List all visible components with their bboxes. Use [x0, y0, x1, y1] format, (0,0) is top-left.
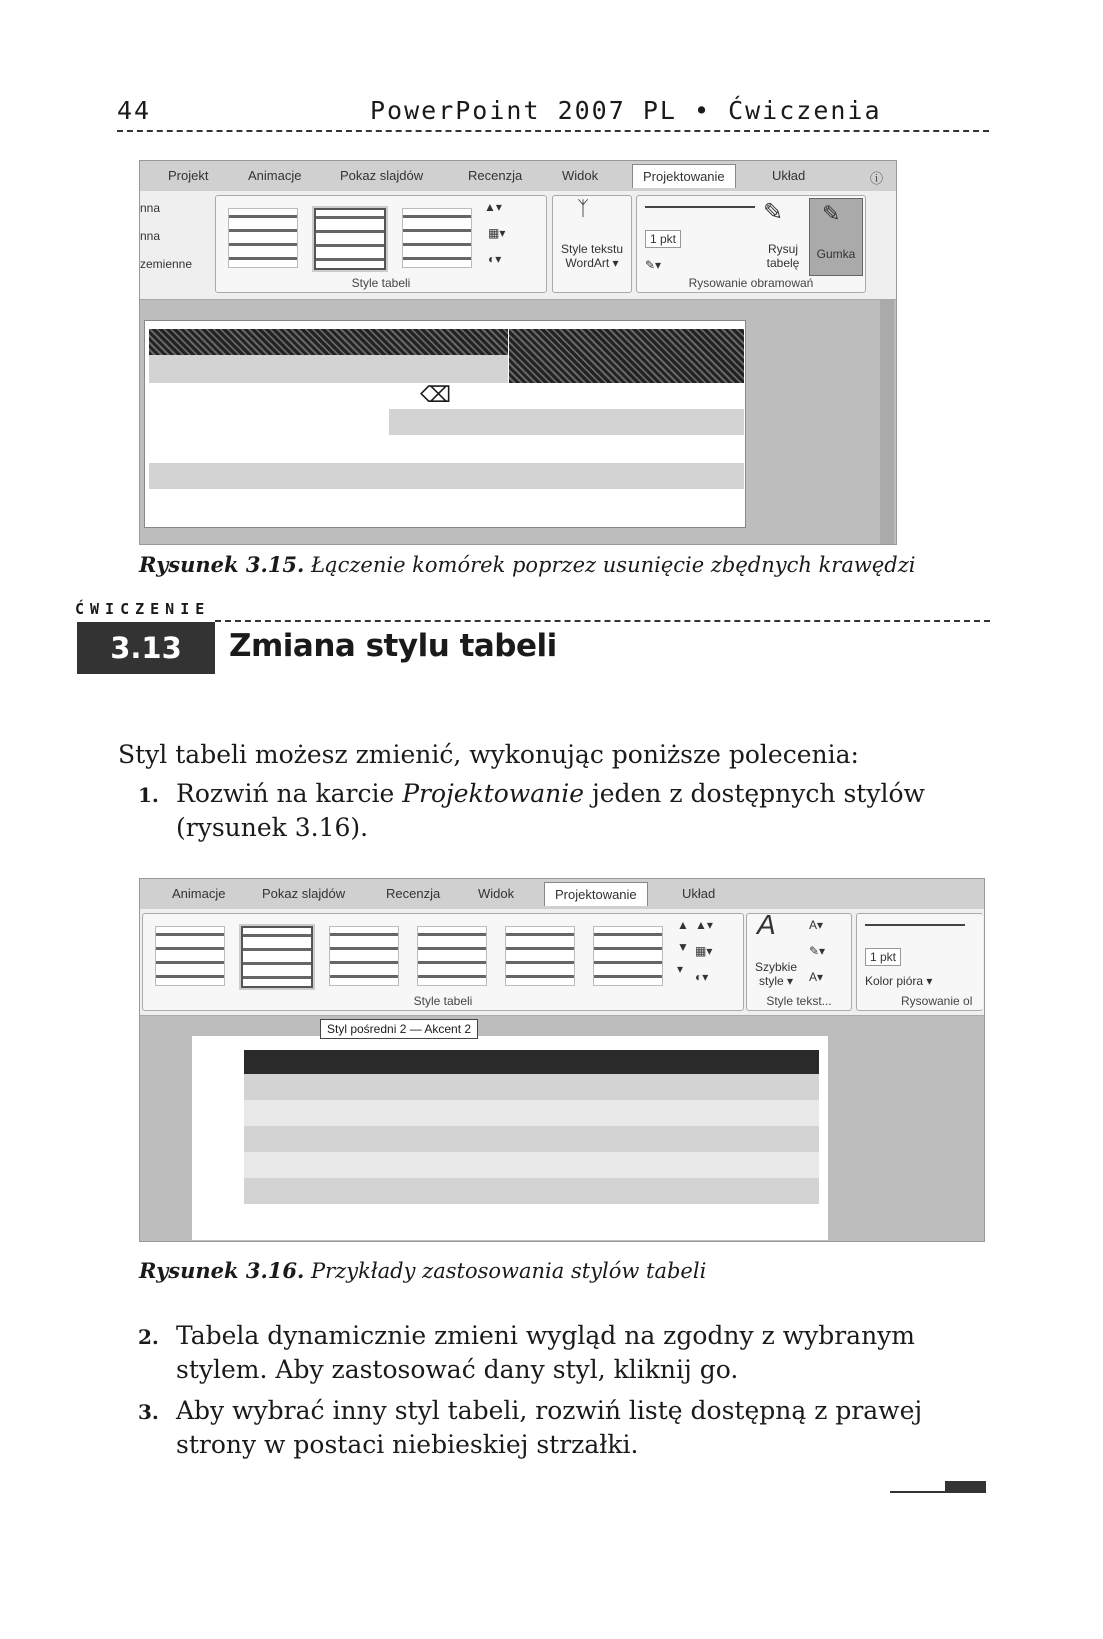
effects-icon[interactable]: ◐▾ [695, 970, 709, 984]
step-text: Aby wybrać inny styl tabeli, rozwiń listę dostępną z prawej strony w postaci niebieskiej strzałki. [176, 1396, 923, 1459]
figure-3-16-screenshot [139, 878, 985, 1242]
table-row[interactable] [149, 355, 509, 383]
caption-label: Rysunek 3.16. [139, 1258, 305, 1283]
page-number: 44 [117, 96, 152, 125]
tab-projekt[interactable]: Projekt [168, 168, 209, 183]
ribbon [140, 191, 896, 300]
tab-recenzja[interactable]: Recenzja [386, 886, 441, 901]
pen-weight-dropdown[interactable]: 1 pkt [645, 230, 681, 248]
step-number: 3. [138, 1400, 159, 1424]
tab-projektowanie[interactable]: Projektowanie [544, 882, 648, 906]
table-header-row[interactable] [244, 1050, 820, 1074]
step-2 [138, 1319, 978, 1384]
table-style-swatch[interactable] [417, 926, 487, 986]
tab-uklad[interactable]: Układ [682, 886, 716, 901]
group-style-tabeli [215, 195, 547, 293]
ribbon [140, 909, 984, 1016]
tab-widok[interactable]: Widok [562, 168, 599, 183]
table-style-swatch[interactable] [228, 208, 298, 268]
table-row[interactable] [389, 409, 745, 435]
option-label-1[interactable]: nna [140, 201, 161, 215]
pen-color-icon[interactable]: ✎▾ [645, 258, 662, 272]
table-style-swatch[interactable] [505, 926, 575, 986]
table-row[interactable] [244, 1178, 820, 1204]
pen-style-dropdown[interactable] [645, 206, 755, 208]
tab-pokaz-slajdow[interactable]: Pokaz slajdów [340, 168, 424, 183]
gallery-scroll-down-icon[interactable]: ▼ [677, 940, 689, 954]
text-fill-icon[interactable]: A▾ [809, 918, 824, 932]
eraser-button[interactable] [809, 198, 863, 276]
exercise-title: Zmiana stylu tabeli [229, 628, 557, 664]
step-text [176, 777, 976, 845]
effects-icon[interactable]: ◐▾ [488, 252, 502, 266]
step-text-em: Projektowanie [402, 779, 584, 808]
step-text: Tabela dynamicznie zmieni wygląd na zgodny z wybranym stylem. Aby zastosować dany styl, kliknij go. [176, 1321, 916, 1384]
eraser-label: Gumka [816, 247, 856, 261]
end-mark [890, 1481, 986, 1493]
quick-styles-button[interactable]: Szybkie style ▾ [754, 960, 798, 988]
running-title: PowerPoint 2007 PL • Ćwiczenia [370, 96, 882, 125]
text-outline-icon[interactable]: ✎▾ [809, 944, 826, 958]
tab-widok[interactable]: Widok [478, 886, 515, 901]
option-label-2[interactable]: nna [140, 229, 161, 243]
gallery-scroll-up-icon[interactable]: ▲ [677, 918, 689, 932]
group-rysowanie [856, 913, 983, 1011]
caption-text: Przykłady zastosowania stylów tabeli [311, 1259, 707, 1283]
tab-pokaz-slajdow[interactable]: Pokaz slajdów [262, 886, 346, 901]
option-label-3[interactable]: zemienne [140, 257, 193, 271]
scrollbar[interactable] [880, 300, 894, 544]
step-3 [138, 1394, 978, 1459]
eraser-icon: ✎ [822, 201, 841, 226]
draw-table-icon[interactable]: ✎ [763, 199, 784, 226]
ribbon-tabs [140, 879, 984, 910]
tab-animacje[interactable]: Animacje [248, 168, 302, 183]
eraser-cursor-icon: ⌫ [420, 383, 452, 408]
tab-uklad[interactable]: Układ [772, 168, 806, 183]
pen-weight-dropdown[interactable]: 1 pkt [865, 948, 901, 966]
ribbon-tabs [140, 161, 896, 192]
gallery-expand-icon[interactable]: ▾ [677, 962, 684, 976]
help-icon[interactable]: ⓘ [870, 171, 884, 186]
figure-caption [139, 552, 915, 577]
group-label: Rysowanie ol [901, 994, 973, 1008]
shading-icon[interactable]: ▲▾ [484, 200, 502, 214]
table-style-swatch[interactable] [402, 208, 472, 268]
borders-icon[interactable]: ▦▾ [488, 226, 506, 240]
step-text-pre: Rozwiń na karcie [176, 779, 403, 808]
table-header-row[interactable] [149, 329, 509, 355]
figure-caption [139, 1258, 706, 1283]
group-rysowanie [636, 195, 866, 293]
step-1 [138, 777, 978, 842]
table-row[interactable] [244, 1126, 820, 1152]
intro-text: Styl tabeli możesz zmienić, wykonując poniższe polecenia: [118, 740, 859, 769]
exercise-label: ĆWICZENIE [75, 600, 211, 618]
step-number: 2. [138, 1325, 159, 1349]
end-mark-line [890, 1491, 945, 1493]
group-label: Style tekst... [766, 994, 832, 1008]
wordart-icon[interactable]: A [757, 909, 776, 940]
table-row[interactable] [244, 1074, 820, 1100]
exercise-rule [215, 620, 990, 622]
group-label: Style tabeli [413, 994, 473, 1008]
group-style-tabeli [142, 913, 744, 1011]
table-row[interactable] [149, 463, 745, 489]
table-style-swatch[interactable] [593, 926, 663, 986]
tab-recenzja[interactable]: Recenzja [468, 168, 523, 183]
slide-canvas [140, 300, 896, 544]
table-on-slide[interactable] [144, 320, 746, 528]
caption-label: Rysunek 3.15. [139, 552, 305, 577]
table-row[interactable] [244, 1100, 820, 1126]
step-text-post: jeden z dostępnych stylów (rysunek 3.16). [176, 779, 925, 842]
shading-icon[interactable]: ▲▾ [695, 918, 713, 932]
group-label: Style tabeli [351, 276, 411, 290]
pen-color-button[interactable]: Kolor pióra ▾ [865, 974, 933, 988]
table-style-swatch-selected[interactable] [241, 926, 313, 988]
draw-table-button[interactable]: Rysuj tabelę [766, 242, 800, 270]
wordart-button[interactable]: Style tekstu WordArt ▾ [560, 242, 624, 270]
tab-animacje[interactable]: Animacje [172, 886, 226, 901]
pen-style-dropdown[interactable] [865, 924, 965, 926]
table-style-swatch-hovered[interactable] [329, 926, 399, 986]
borders-icon[interactable]: ▦▾ [695, 944, 713, 958]
end-mark-block [945, 1481, 986, 1493]
group-wordart [552, 195, 632, 293]
style-tooltip: Styl pośredni 2 — Akcent 2 [320, 1019, 478, 1039]
table-row[interactable] [244, 1152, 820, 1178]
tab-projektowanie[interactable]: Projektowanie [632, 164, 736, 188]
group-label: Rysowanie obramowań [688, 276, 814, 290]
slide-canvas [140, 1016, 984, 1241]
table-style-swatch[interactable] [155, 926, 225, 986]
text-effects-icon[interactable]: A▾ [809, 970, 824, 984]
exercise-number: 3.13 [77, 622, 215, 674]
group-style-tekstu [746, 909, 852, 1011]
caption-text: Łączenie komórek poprzez usunięcie zbędnych krawędzi [311, 553, 916, 577]
figure-3-15-screenshot [139, 160, 897, 545]
merged-dark-cell[interactable] [509, 329, 745, 383]
slide [192, 1036, 828, 1240]
step-number: 1. [138, 783, 159, 807]
table-style-swatch-selected[interactable] [314, 208, 386, 270]
wordart-icon[interactable]: ᛉ [577, 198, 589, 220]
